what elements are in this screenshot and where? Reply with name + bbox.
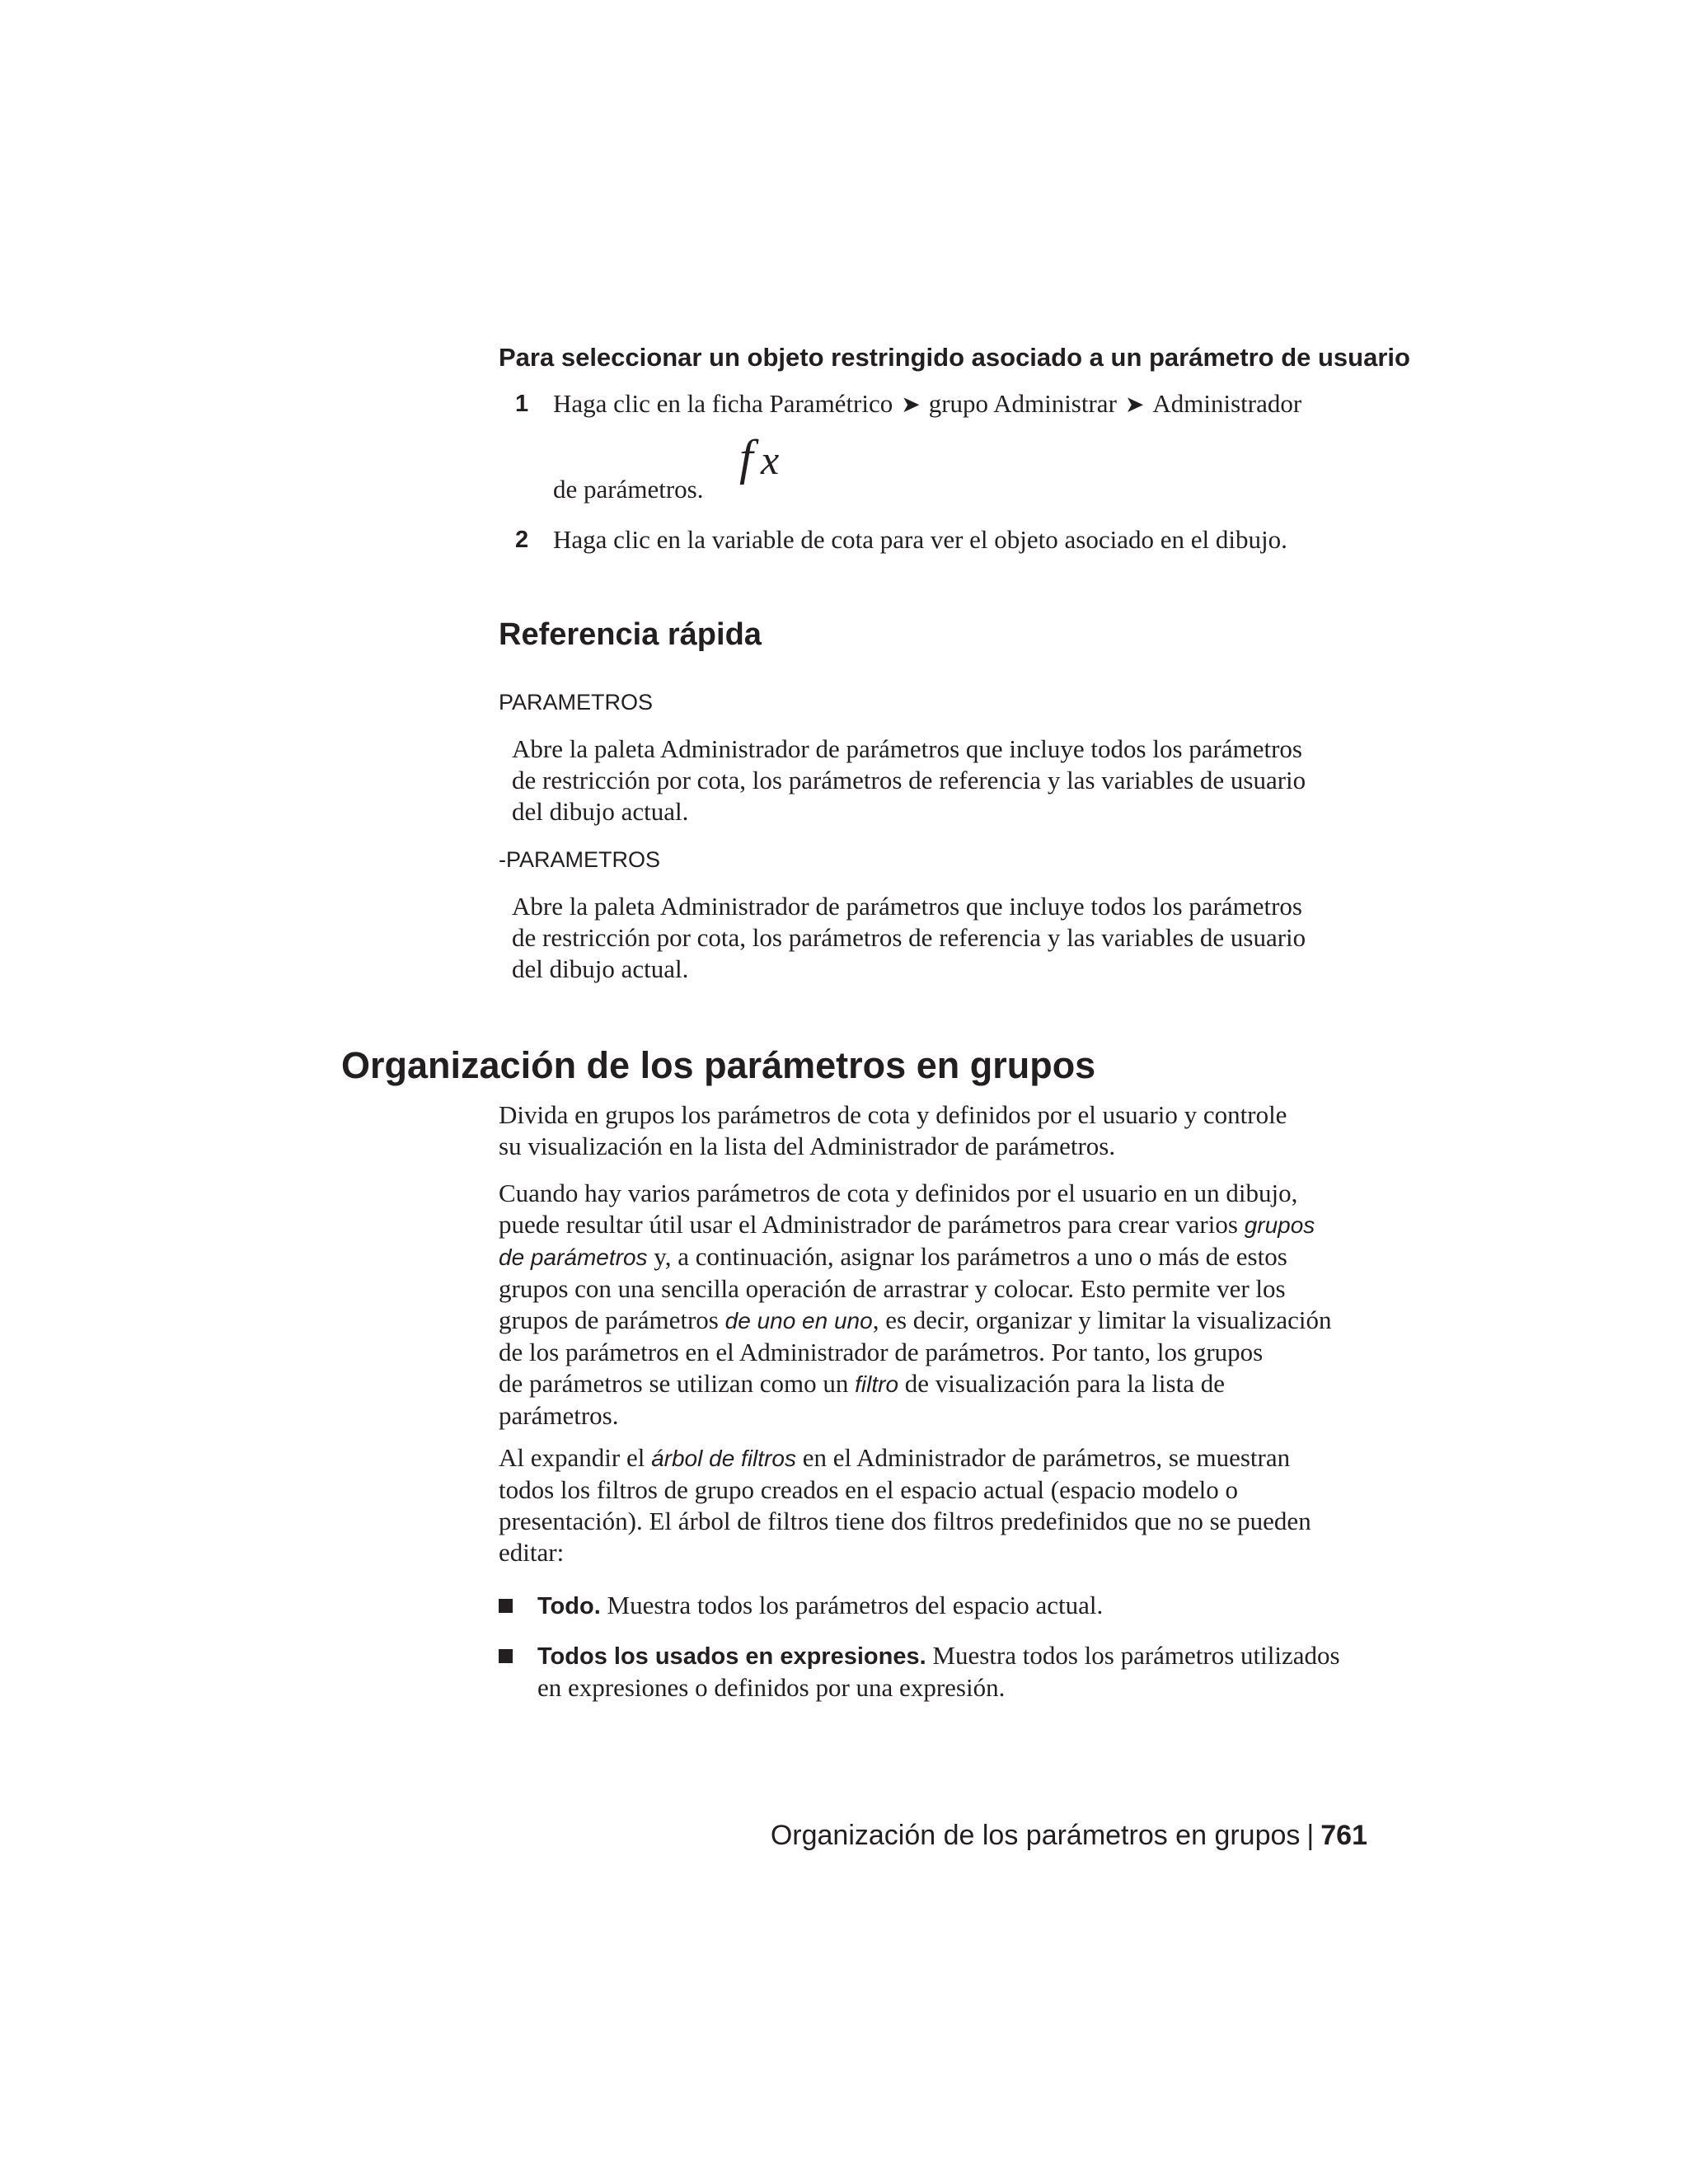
paragraph-line: grupos con una sencilla operación de arrastrar y colocar. Esto permite ver los: [499, 1274, 1286, 1303]
page-footer: [771, 1817, 1367, 1854]
step-line: [553, 473, 1372, 506]
command-name: PARAMETROS: [499, 690, 654, 715]
paragraph-line: todos los filtros de grupo creados en el espacio actual (espacio modelo o: [499, 1475, 1239, 1504]
description-line: Abre la paleta Administrador de parámetros que incluye todos los parámetros: [512, 892, 1302, 921]
page-number: 761: [1320, 1820, 1367, 1851]
paragraph-line: Divida en grupos los parámetros de cota y definidos por el usuario y controle: [499, 1100, 1287, 1129]
description-line: de restricción por cota, los parámetros de referencia y las variables de usuario: [512, 923, 1306, 952]
paragraph-line: de parámetros se utilizan como un filtro de visualización para la lista de: [499, 1369, 1225, 1398]
command-description: [512, 891, 1377, 985]
paragraph-line: editar:: [499, 1538, 565, 1567]
paragraph-line: de los parámetros en el Administrador de parámetros. Por tanto, los grupos: [499, 1338, 1264, 1366]
bullet-description: en expresiones o definidos por una expresión.: [537, 1673, 1006, 1702]
body-paragraph: [499, 1442, 1374, 1568]
paragraph-line: Al expandir el árbol de filtros en el Administrador de parámetros, se muestran: [499, 1443, 1291, 1472]
description-line: Abre la paleta Administrador de parámetros que incluye todos los parámetros: [512, 734, 1302, 763]
emphasis: de uno en uno: [724, 1308, 873, 1333]
paragraph-line: de parámetros y, a continuación, asignar los parámetros a uno o más de estos: [499, 1242, 1287, 1271]
svg-text:x: x: [761, 437, 780, 483]
step-number: 1: [515, 391, 529, 417]
arrow-separator-icon: ➤: [901, 392, 921, 418]
paragraph-line: puede resultar útil usar el Administrador de parámetros para crear varios grupos: [499, 1210, 1315, 1239]
svg-text:f: f: [739, 431, 753, 485]
bullet-description: Muestra todos los parámetros utilizados: [932, 1641, 1340, 1670]
bullet-term: Todos los usados en expresiones.: [537, 1643, 926, 1670]
section-heading: Organización de los parámetros en grupos: [341, 1044, 1096, 1086]
command-description: [512, 733, 1377, 827]
body-paragraph: [499, 1178, 1374, 1432]
emphasis: árbol de filtros: [651, 1446, 796, 1471]
paragraph-line: parámetros.: [499, 1401, 619, 1430]
square-bullet-icon: [499, 1599, 513, 1613]
square-bullet-icon: [499, 1649, 513, 1663]
footer-separator: |: [1306, 1820, 1315, 1851]
paragraph-line: presentación). El árbol de filtros tiene dos filtros predefinidos que no se pueden: [499, 1507, 1311, 1535]
description-line: de restricción por cota, los parámetros de referencia y las variables de usuario: [512, 766, 1306, 794]
fx-icon: [738, 431, 799, 489]
description-line: del dibujo actual.: [512, 954, 689, 983]
command-name-part: Administrador: [1152, 389, 1302, 418]
ribbon-tab-name: Haga clic en la ficha Paramétrico: [553, 389, 893, 418]
bullet-text: [537, 1590, 1374, 1622]
step-text: [553, 387, 1372, 506]
command-name: -PARAMETROS: [499, 847, 661, 872]
footer-title: Organización de los parámetros en grupos: [770, 1820, 1301, 1851]
step-line: Haga clic en la variable de cota para ver el objeto asociado en el dibujo.: [553, 525, 1287, 554]
quick-reference-heading: Referencia rápida: [499, 617, 762, 652]
intro-paragraph: [499, 1099, 1374, 1162]
command-name-part: de parámetros.: [553, 475, 704, 504]
emphasis: grupos: [1244, 1212, 1315, 1238]
bullet-description: Muestra todos los parámetros del espacio actual.: [607, 1591, 1104, 1619]
paragraph-line: Cuando hay varios parámetros de cota y definidos por el usuario en un dibujo,: [499, 1179, 1298, 1207]
bullet-term: Todo.: [537, 1593, 601, 1619]
step-line: [553, 387, 1372, 422]
bullet-text: [537, 1640, 1374, 1704]
ribbon-panel-name: grupo Administrar: [928, 389, 1117, 418]
step-text: [553, 523, 1372, 556]
emphasis: de parámetros: [499, 1244, 648, 1270]
paragraph-line: grupos de parámetros de uno en uno, es decir, organizar y limitar la visualización: [499, 1305, 1332, 1334]
description-line: del dibujo actual.: [512, 797, 689, 826]
arrow-separator-icon: ➤: [1124, 392, 1145, 418]
emphasis: filtro: [855, 1371, 899, 1397]
paragraph-line: su visualización en la lista del Administrador de parámetros.: [499, 1132, 1116, 1160]
procedure-heading: Para seleccionar un objeto restringido asociado a un parámetro de usuario: [499, 343, 1410, 372]
step-number: 2: [515, 527, 529, 553]
